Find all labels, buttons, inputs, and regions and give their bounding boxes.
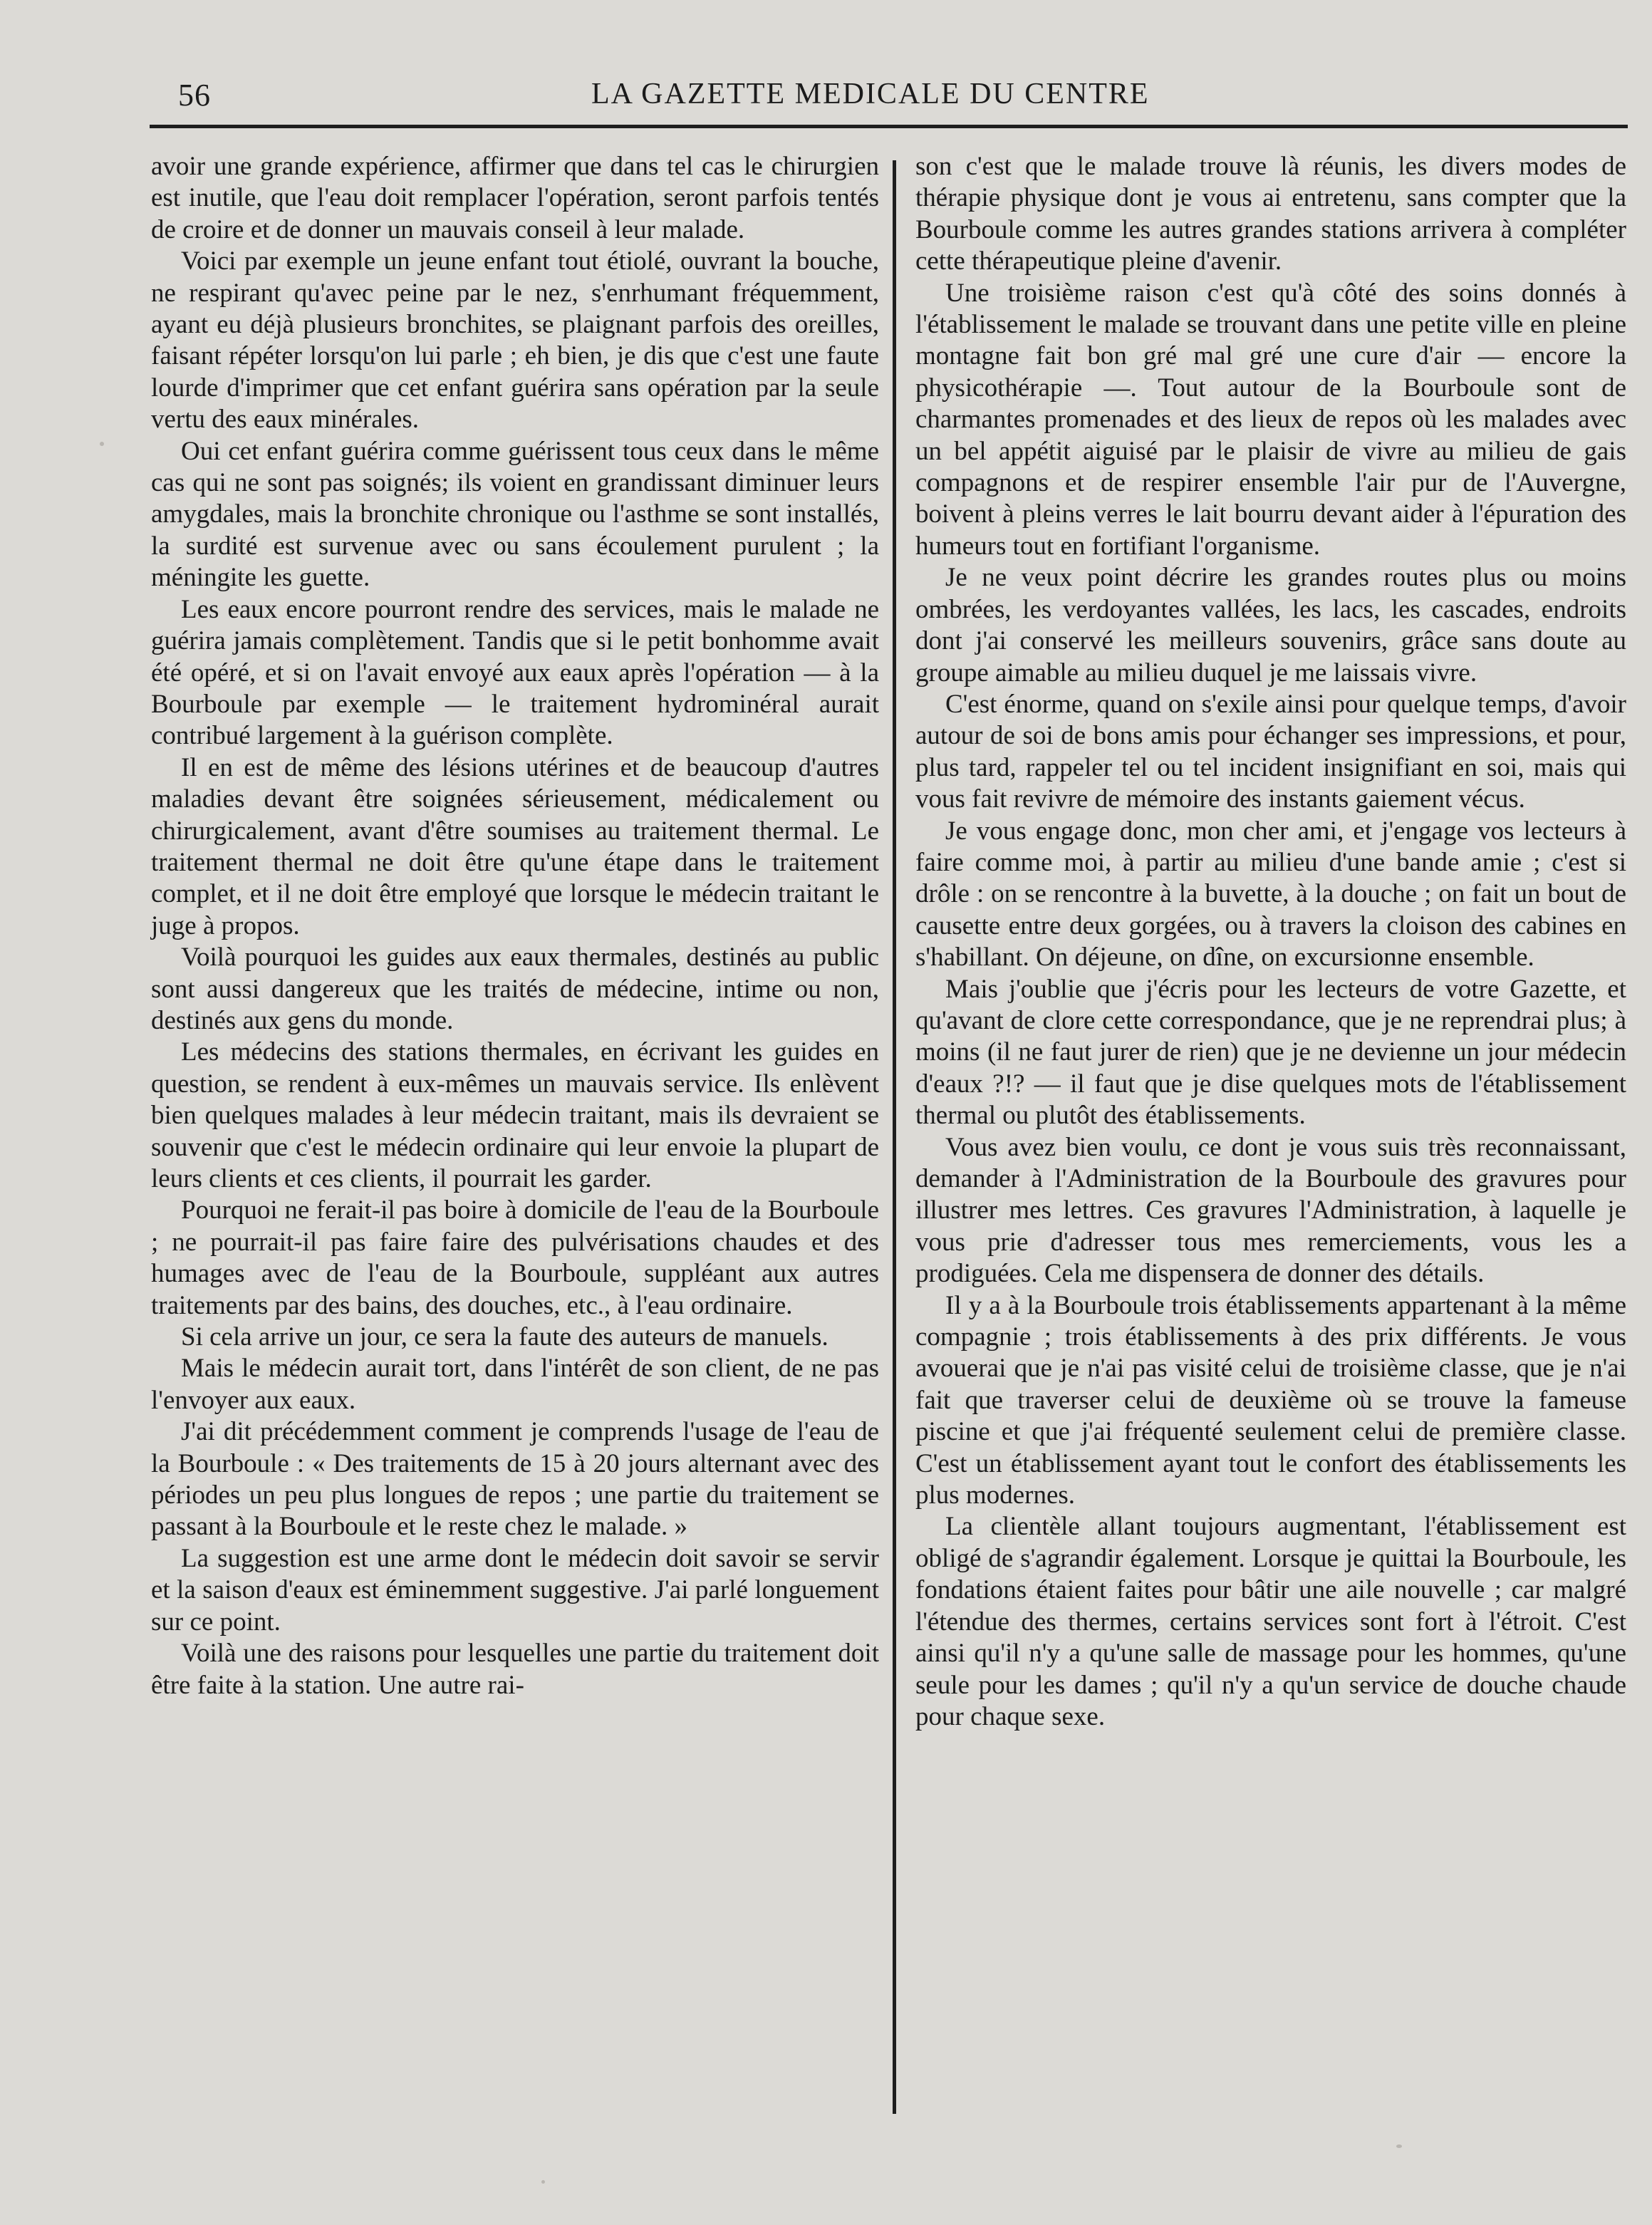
paragraph: Il en est de même des lésions utérines et de beaucoup d'autres maladies devant être soignées sérieusement, médicalement ou chirurgicalement, avant d'être soumises au traitement thermal. Le traitement thermal ne doit être qu'une étape dans le traitement complet, et il ne doit être employé que lorsque le médecin traitant le juge à propos.	[151, 752, 879, 940]
paragraph: Vous avez bien voulu, ce dont je vous suis très reconnaissant, demander à l'Administration de la Bourboule des gravures pour illustrer mes lettres. Ces gravures l'Administration, à laquelle je vous prie d'adresser tous mes remerciements, vous les a prodiguées. Cela me dispensera de donner des détails.	[915, 1132, 1626, 1289]
right-column	[915, 151, 1626, 1733]
paragraph: Une troisième raison c'est qu'à côté des soins donnés à l'établissement le malade se trouvant dans une petite ville en pleine montagne fait bon gré mal gré une cure d'air — encore la physicothérapie —. Tout autour de la Bourboule sont de charmantes promenades et des lieux de repos où les malades avec un bel appétit aiguisé par le plaisir de vivre au milieu de gais compagnons et de respirer ensemble l'air pur de l'Auvergne, boivent à pleins verres le lait bourru devant aider à l'épuration des humeurs tout en fortifiant l'organisme.	[915, 278, 1626, 561]
paper-speck	[1396, 2144, 1402, 2148]
paragraph: Je ne veux point décrire les grandes routes plus ou moins ombrées, les verdoyantes vallées, les lacs, les cascades, endroits dont j'ai conservé les meilleurs souvenirs, grâce sans doute au groupe aimable au milieu duquel je me laissais vivre.	[915, 563, 1626, 688]
paragraph: Voilà une des raisons pour lesquelles une partie du traitement doit être faite à la station. Une autre rai-	[151, 1639, 879, 1700]
paper-speck	[100, 442, 104, 446]
paragraph: Je vous engage donc, mon cher ami, et j'engage vos lecteurs à faire comme moi, à partir au milieu d'une bande amie ; c'est si drôle : on se rencontre à la buvette, à la douche ; on fait un bout de causette entre deux gorgées, ou à travers la cloison des cabines en s'habillant. On déjeune, on dîne, on excursionne ensemble.	[915, 816, 1626, 973]
paragraph: La suggestion est une arme dont le médecin doit savoir se servir et la saison d'eaux est éminemment suggestive. J'ai parlé longuement sur ce point.	[151, 1543, 879, 1637]
paragraph: son c'est que le malade trouve là réunis, les divers modes de thérapie physique dont je vous ai entretenu, sans compter que la Bourboule comme les autres grandes stations arrivera à compléter cette thérapeutique pleine d'avenir.	[915, 152, 1626, 276]
page-number: 56	[178, 78, 211, 113]
paragraph: Voilà pourquoi les guides aux eaux thermales, destinés au public sont aussi dangereux que les traités de médecine, intime ou non, destinés aux gens du monde.	[151, 943, 879, 1035]
column-divider	[893, 160, 896, 2114]
paragraph: Si cela arrive un jour, ce sera la faute des auteurs de manuels.	[181, 1322, 828, 1352]
paragraph: La clientèle allant toujours augmentant, l'établissement est obligé de s'agrandir également. Lorsque je quittai la Bourboule, les fondations étaient faites pour bâtir une aile nouvelle ; car malgré l'étendue des thermes, certains services sont fort à l'étroit. C'est ainsi qu'il n'y a qu'une salle de massage pour les hommes, qu'une seule pour les dames ; qu'il n'y a qu'un service de douche chaude pour chaque sexe.	[915, 1512, 1626, 1731]
paragraph: Voici par exemple un jeune enfant tout étiolé, ouvrant la bouche, ne respirant qu'avec peine par le nez, s'enrhumant fréquemment, ayant eu déjà plusieurs bronchites, se plaignant parfois des oreilles, faisant répéter lorsqu'on lui parle ; eh bien, je dis que c'est une faute lourde d'imprimer que cet enfant guérira sans opération par la seule vertu des eaux minérales.	[151, 247, 879, 435]
header-rule	[150, 125, 1628, 128]
paragraph: Les médecins des stations thermales, en écrivant les guides en question, se rendent à eux-mêmes un mauvais service. Ils enlèvent bien quelques malades à leur médecin traitant, mais ils devraient se souvenir que c'est le médecin ordinaire qui leur envoie la plupart de leurs clients et ces clients, il pourrait les garder.	[151, 1037, 879, 1193]
paragraph: Mais le médecin aurait tort, dans l'intérêt de son client, de ne pas l'envoyer aux eaux.	[151, 1354, 879, 1415]
paragraph: Il y a à la Bourboule trois établissements appartenant à la même compagnie ; trois établissements à des prix différents. Je vous avouerai que je n'ai pas visité celui de troisième classe, que je n'ai fait que traverser celui de deuxième où se trouve la fameuse piscine et que j'ai fréquenté seulement celui de première classe. C'est un établissement ayant tout le confort des établissements les plus modernes.	[915, 1290, 1626, 1510]
paragraph: Pourquoi ne ferait-il pas boire à domicile de l'eau de la Bourboule ; ne pourrait-il pas faire faire des pulvérisations chaudes et des humages avec de l'eau de la Bourboule, suppléant aux autres traitements par des bains, des douches, etc., à l'eau ordinaire.	[151, 1196, 879, 1320]
paragraph: avoir une grande expérience, affirmer que dans tel cas le chirurgien est inutile, que l'eau doit remplacer l'opération, seront parfois tentés de croire et de donner un mauvais conseil à leur malade.	[151, 152, 879, 244]
running-title: LA GAZETTE MEDICALE DU CENTRE	[591, 78, 1150, 110]
paragraph: J'ai dit précédemment comment je comprends l'usage de l'eau de la Bourboule : « Des traitements de 15 à 20 jours alternant avec des périodes un peu plus longues de repos ; une partie du traitement se passant à la Bourboule et le reste chez le malade. »	[151, 1417, 879, 1542]
paragraph: Oui cet enfant guérira comme guérissent tous ceux dans le même cas qui ne sont pas soignés; ils voient en grandissant diminuer leurs amygdales, mais la bronchite chronique ou l'asthme se sont installés, la surdité est survenue avec ou sans écoulement purulent ; la méningite les guette.	[151, 436, 879, 593]
paragraph: Mais j'oublie que j'écris pour les lecteurs de votre Gazette, et qu'avant de clore cette correspondance, que je ne reprendrai plus; à moins (il ne faut jurer de rien) que je ne devienne un jour médecin d'eaux ?!? — il faut que je dise quelques mots de l'établissement thermal ou plutôt des établissements.	[915, 974, 1626, 1131]
paragraph: Les eaux encore pourront rendre des services, mais le malade ne guérira jamais complètement. Tandis que si le petit bonhomme avait été opéré, et si on l'avait envoyé aux eaux après l'opération — à la Bourboule par exemple — le traitement hydrominéral aurait contribué largement à la guérison complète.	[151, 594, 879, 751]
left-column	[151, 151, 879, 1701]
paper-speck	[541, 2180, 545, 2184]
page-header	[150, 70, 1610, 120]
paragraph: C'est énorme, quand on s'exile ainsi pour quelque temps, d'avoir autour de soi de bons amis pour échanger ses impressions, et pour, plus tard, rappeler tel ou tel incident insignifiant en soi, mais qui vous fait revivre de mémoire des instants gaiement vécus.	[915, 689, 1626, 814]
